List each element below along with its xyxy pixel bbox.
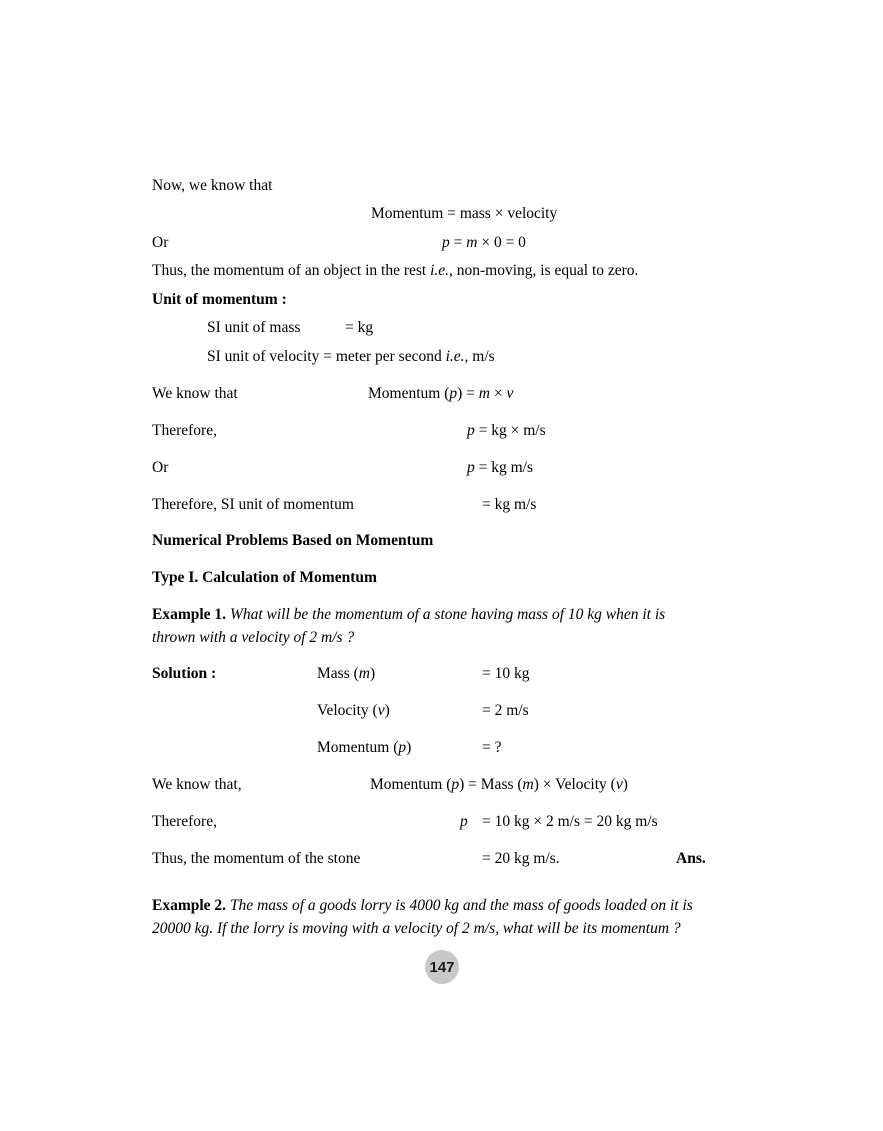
equation-momentum-mass-velocity	[370, 775, 628, 794]
var-p: p	[467, 459, 475, 476]
equation-result: = 10 kg × 2 m/s = 20 kg m/s	[482, 813, 658, 830]
var-m: m	[358, 665, 370, 682]
equation-segment: ) =	[457, 385, 479, 402]
text-thus-rest-zero	[152, 261, 638, 280]
equation-segment: = kg m/s	[474, 459, 534, 476]
text-si-unit-mass-label: SI unit of mass	[207, 319, 301, 336]
example-1-question: What will be the momentum of a stone having mass of 10 kg when it is thrown with a velocity of 2 m/s ?	[152, 606, 666, 646]
text-thus-stone: Thus, the momentum of the stone	[152, 850, 361, 867]
var-v: v	[377, 702, 385, 719]
value-stone-momentum: = 20 kg m/s.	[482, 850, 560, 867]
text-segment: SI unit of velocity = meter per second	[207, 348, 446, 365]
equation-segment: = kg × m/s	[474, 422, 546, 439]
equation-p-kgms	[467, 458, 533, 477]
text-therefore-2: Therefore,	[152, 813, 217, 830]
text-ie-italic: i.e.,	[445, 348, 469, 365]
text-therefore-si-unit: Therefore, SI unit of momentum	[152, 496, 354, 513]
text-we-know-that-2: We know that,	[152, 776, 242, 793]
example-2-question: The mass of a goods lorry is 4000 kg and the mass of goods loaded on it is 20000 kg. If the lorry is moving with a velocity of 2 m/s, what will be its momentum ?	[152, 897, 693, 937]
var-m: m	[522, 776, 534, 793]
text-segment: m/s	[468, 348, 495, 365]
var-v: v	[506, 385, 514, 402]
equation-si-unit-value: = kg m/s	[482, 496, 537, 513]
equation-segment: ×	[489, 385, 507, 402]
equation-p-equals-zero	[442, 233, 526, 252]
heading-unit-of-momentum: Unit of momentum :	[152, 291, 287, 308]
var-p: p	[398, 739, 407, 756]
heading-type-1: Type I. Calculation of Momentum	[152, 569, 377, 586]
example-2-paragraph	[152, 895, 712, 940]
text-segment: Mass (	[317, 665, 359, 682]
text-now-we-know: Now, we know that	[152, 177, 273, 194]
equation-segment: )	[622, 776, 628, 793]
text-ie-italic: i.e.,	[430, 262, 453, 279]
value-velocity: = 2 m/s	[482, 702, 529, 719]
text-or-1: Or	[152, 234, 169, 251]
equation-segment: ) = Mass (	[459, 776, 523, 793]
text-segment: )	[384, 702, 390, 719]
var-p: p	[449, 385, 458, 402]
equation-momentum-definition: Momentum = mass × velocity	[371, 205, 558, 222]
var-p: p	[451, 776, 460, 793]
label-momentum	[317, 738, 411, 757]
equation-segment: ) × Velocity (	[533, 776, 616, 793]
label-mass	[317, 664, 375, 683]
text-si-unit-velocity	[207, 347, 495, 366]
text-segment: )	[406, 739, 412, 756]
value-mass: = 10 kg	[482, 665, 530, 682]
var-m: m	[466, 234, 478, 251]
text-segment: non-moving, is equal to zero.	[452, 262, 639, 279]
heading-numerical-problems: Numerical Problems Based on Momentum	[152, 532, 434, 549]
text-segment: Thus, the momentum of an object in the rest	[152, 262, 431, 279]
var-p: p	[442, 234, 450, 251]
value-momentum-unknown: = ?	[482, 739, 502, 756]
text-segment: Momentum (	[317, 739, 399, 756]
example-1-label: Example 1.	[152, 606, 227, 623]
equation-p-kg-x-ms	[467, 421, 546, 440]
var-v: v	[615, 776, 623, 793]
var-m: m	[478, 385, 490, 402]
page-number: 147	[429, 958, 455, 976]
label-ans: Ans.	[676, 850, 706, 867]
text-segment: )	[369, 665, 376, 682]
label-solution: Solution :	[152, 665, 217, 682]
label-velocity	[317, 701, 390, 720]
text-or-2: Or	[152, 459, 169, 476]
var-p-result: p	[460, 813, 468, 830]
equation-momentum-p-mv	[368, 384, 513, 403]
page-number-badge	[425, 950, 459, 984]
example-1-paragraph	[152, 604, 712, 649]
equation-segment: Momentum (	[370, 776, 452, 793]
text-therefore-1: Therefore,	[152, 422, 217, 439]
text-segment: Velocity (	[317, 702, 378, 719]
var-p: p	[467, 422, 475, 439]
text-si-unit-mass-value: = kg	[345, 319, 374, 336]
equation-segment: Momentum (	[368, 385, 450, 402]
text-we-know-that-1: We know that	[152, 385, 238, 402]
example-2-label: Example 2.	[152, 897, 227, 914]
equation-segment: =	[449, 234, 467, 251]
equation-segment: × 0 = 0	[477, 234, 526, 251]
